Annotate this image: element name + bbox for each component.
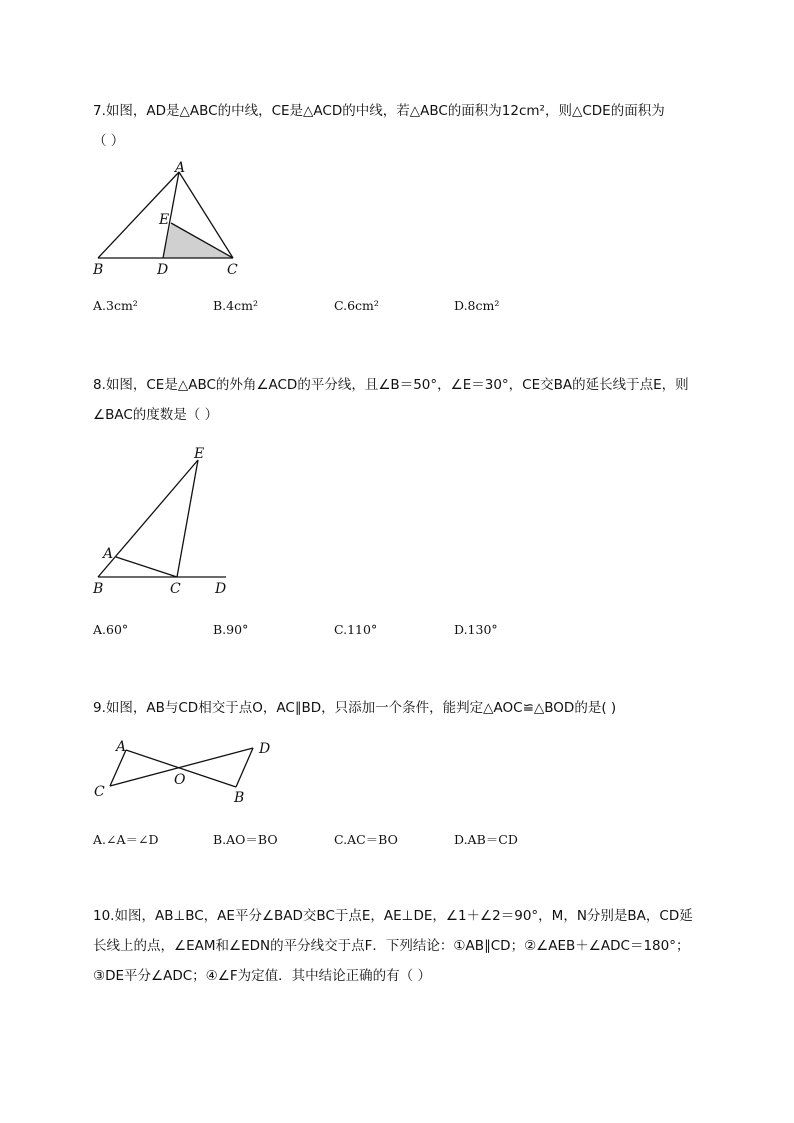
question-8-line1: 8.如图，CE是△ABC的外角∠ACD的平分线，且∠B＝50°，∠E＝30°，CE交BA的延长线于点E，则 — [93, 377, 689, 393]
option-c[interactable]: C.AC＝BO — [334, 832, 398, 847]
segment-ce — [177, 460, 198, 577]
option-a[interactable]: A.∠A＝∠D — [93, 832, 159, 847]
label-c: C — [170, 581, 181, 597]
option-d[interactable]: D.8cm² — [454, 298, 500, 313]
question-10-line3: ③DE平分∠ADC；④∠F为定值．其中结论正确的有（ ） — [93, 968, 431, 984]
question-9-line1: 9.如图，AB与CD相交于点O，AC∥BD，只添加一个条件，能判定△AOC≌△BOD的是( ) — [93, 700, 617, 716]
question-10-stem — [93, 901, 713, 991]
label-d: D — [157, 262, 169, 278]
option-d[interactable]: D.AB＝CD — [454, 832, 518, 847]
question-8-stem — [93, 370, 713, 430]
label-c: C — [94, 784, 105, 800]
question-7-line1: 7.如图，AD是△ABC的中线，CE是△ACD的中线，若△ABC的面积为12cm²，则△CDE的面积为 — [93, 103, 665, 119]
question-7-figure — [88, 160, 248, 280]
label-d: D — [259, 741, 271, 757]
label-a: A — [103, 546, 114, 562]
label-a: A — [175, 160, 186, 176]
question-7-line2: （ ） — [93, 133, 125, 149]
option-b[interactable]: B.90° — [213, 622, 249, 637]
label-o: O — [174, 772, 186, 788]
option-b[interactable]: B.4cm² — [213, 298, 258, 313]
question-10-line2: 长线上的点，∠EAM和∠EDN的平分线交于点F．下列结论：①AB∥CD；②∠AEB＋∠ADC＝180°； — [93, 938, 690, 954]
question-8-line2: ∠BAC的度数是（ ） — [93, 407, 219, 423]
question-9-figure — [88, 735, 288, 810]
segment-bd — [236, 748, 253, 787]
option-a[interactable]: A.60° — [93, 622, 129, 637]
label-e: E — [194, 446, 205, 462]
question-10-line1: 10.如图，AB⊥BC，AE平分∠BAD交BC于点E，AE⊥DE，∠1＋∠2＝90°，M，N分别是BA，CD延 — [93, 908, 693, 924]
label-d: D — [215, 581, 227, 597]
question-7-stem — [93, 96, 713, 156]
question-8-figure — [88, 440, 248, 600]
label-b: B — [93, 262, 104, 278]
label-c: C — [227, 262, 238, 278]
option-c[interactable]: C.6cm² — [334, 298, 379, 313]
label-b: B — [93, 581, 104, 597]
option-b[interactable]: B.AO＝BO — [213, 832, 278, 847]
label-e: E — [159, 212, 170, 228]
question-9-stem — [93, 693, 713, 723]
option-d[interactable]: D.130° — [454, 622, 498, 637]
option-c[interactable]: C.110° — [334, 622, 378, 637]
segment-ac — [116, 557, 177, 577]
label-a: A — [116, 739, 127, 755]
label-b: B — [234, 790, 245, 806]
segment-ac — [110, 750, 126, 786]
option-a[interactable]: A.3cm² — [93, 298, 138, 313]
